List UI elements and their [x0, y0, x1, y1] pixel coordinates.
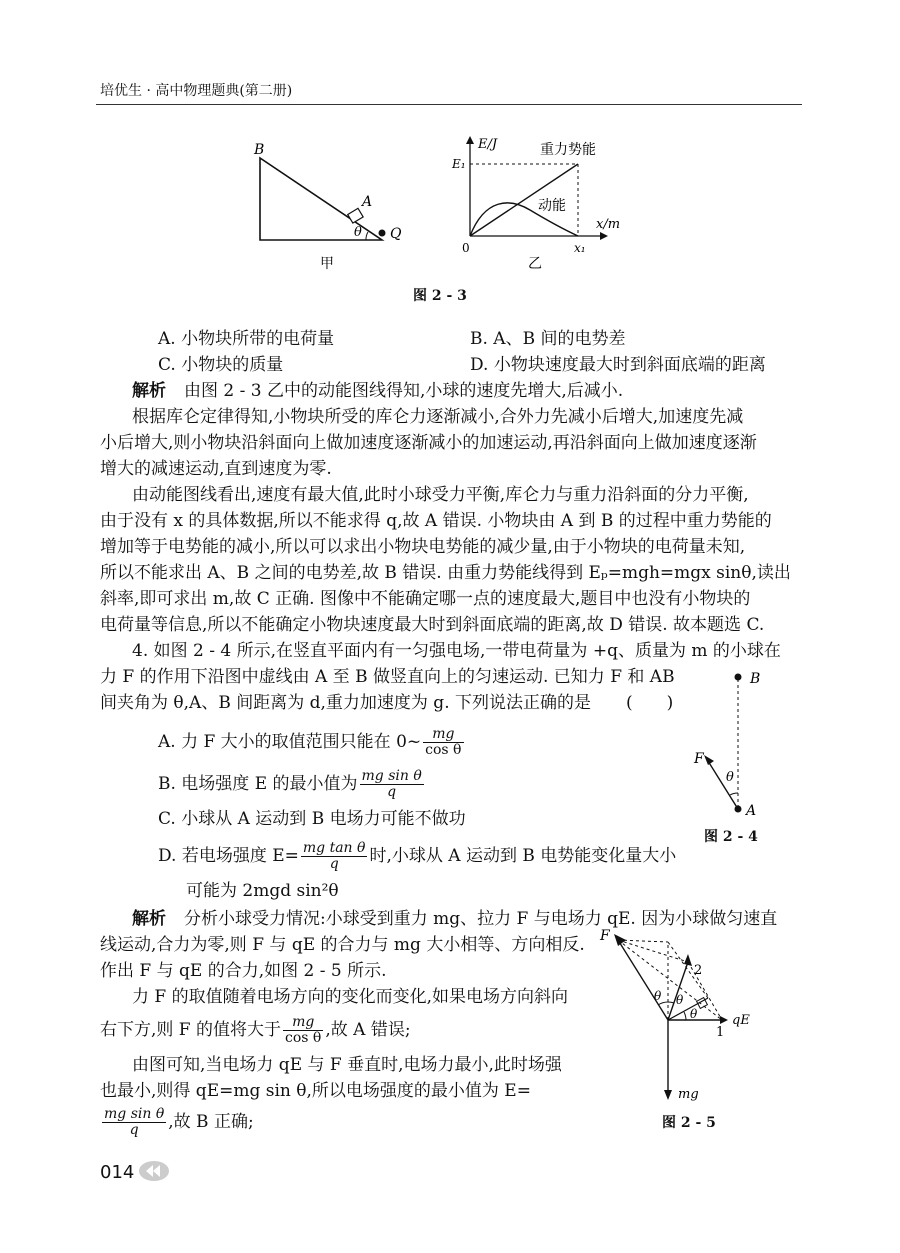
q3-p3-line6: 电荷量等信息,所以不能确定小物块速度最大时到斜面底端的距离,故 D 错误. 故本题选 C.	[100, 615, 765, 635]
q4-option-c: C. 小球从 A 运动到 B 电场力可能不做功	[158, 809, 466, 829]
q4-p3-line3	[100, 1104, 254, 1140]
fig23-label-theta: θ	[354, 225, 362, 240]
q3-p3-line3: 增加等于电势能的减小,所以可以求出小物块电势能的减少量,由于小物块的电荷量未知,	[100, 537, 746, 557]
q4-option-d-line2: 可能为 2mgd sin²θ	[186, 881, 339, 901]
fig25-label-mg: mg	[678, 1087, 699, 1102]
fig23-left-incline	[253, 142, 402, 272]
frac-den: cos θ	[285, 1030, 322, 1046]
q4-option-b-text: B. 电场强度 E 的最小值为	[158, 774, 358, 794]
q3-option-b: B. A、B 间的电势差	[470, 329, 626, 349]
q4-option-d-fraction	[301, 841, 368, 872]
frac-num: mg sin θ	[361, 768, 422, 784]
frac-den: q	[329, 856, 339, 872]
page-number: 014	[100, 1162, 135, 1183]
q4-p2-fraction	[283, 1015, 323, 1046]
q4-p3-text-post: ,故 B 正确;	[168, 1112, 254, 1132]
q3-p2-line1: 根据库仑定律得知,小物块所受的库仑力逐渐减小,合外力先减小后增大,加速度先减	[132, 407, 744, 427]
q4-p2-text-post: ,故 A 错误;	[325, 1020, 411, 1040]
fig23-label-B: B	[254, 142, 265, 158]
header-rule	[96, 104, 802, 105]
q4-p2-line1: 力 F 的取值随着电场方向的变化而变化,如果电场方向斜向	[132, 987, 569, 1007]
fig23-origin: 0	[462, 241, 470, 255]
q4-option-d	[158, 838, 676, 874]
q3-analysis-label: 解析	[132, 381, 166, 401]
q4-p3-fraction	[102, 1107, 166, 1138]
frac-num: mg tan θ	[302, 840, 366, 856]
q3-option-c: C. 小物块的质量	[158, 355, 284, 375]
q4-stem-line1: 4. 如图 2 - 4 所示,在竖直平面内有一匀强电场,一带电荷量为 +q、质量为 m 的小球在	[132, 641, 781, 661]
q4-option-a	[158, 724, 466, 760]
back-arrows-icon	[138, 1160, 170, 1182]
fig25-label-2: 2	[694, 963, 703, 978]
q4-analysis-line3: 作出 F 与 qE 的合力,如图 2 - 5 所示.	[100, 961, 387, 981]
q3-p3-line4: 所以不能求出 A、B 之间的电势差,故 B 错误. 由重力势能线得到 Eₚ=mgh=mgx sinθ,读出	[100, 563, 791, 583]
q4-option-a-text: A. 力 F 大小的取值范围只能在 0~	[158, 732, 422, 752]
fig23-curve-pe: 重力势能	[540, 142, 596, 158]
q4-option-d-text-post: 时,小球从 A 运动到 B 电势能变化量大小	[369, 846, 677, 866]
fig23-E1: E₁	[452, 157, 466, 171]
q4-option-d-text: D. 若电场强度 E=	[158, 846, 299, 866]
figure-2-3	[230, 128, 650, 288]
fig23-x1: x₁	[574, 241, 586, 255]
q3-analysis-line1: 由图 2 - 3 乙中的动能图线得知,小球的速度先增大,后减小.	[184, 381, 624, 401]
fig23-label-A: A	[362, 194, 373, 210]
fig23-x-axis: x/m	[596, 217, 621, 232]
frac-den: cos θ	[425, 742, 462, 758]
frac-num: mg	[423, 727, 463, 743]
fig25-caption: 图 2 - 5	[662, 1115, 716, 1131]
fig25-label-F: F	[600, 928, 610, 944]
q3-p3-line5: 斜率,即可求出 m,故 C 正确. 图像中不能确定哪一点的速度最大,题目中也没有小物块的	[100, 589, 751, 609]
q3-p2-line3: 增大的减速运动,直到速度为零.	[100, 459, 332, 479]
q4-analysis-line2: 线运动,合力为零,则 F 与 qE 的合力与 mg 大小相等、方向相反.	[100, 935, 585, 955]
fig25-theta-1: θ	[654, 989, 662, 1003]
fig25-theta-3: θ	[690, 1007, 698, 1021]
q4-stem-line3: 间夹角为 θ,A、B 间距离为 d,重力加速度为 g. 下列说法正确的是	[100, 693, 591, 713]
q4-option-b	[158, 766, 426, 802]
fig25-label-1: 1	[716, 1025, 725, 1040]
frac-den: q	[387, 784, 397, 800]
fig23-label-Q: Q	[390, 226, 402, 242]
fig25-theta-2: θ	[676, 993, 684, 1007]
fig24-caption: 图 2 - 4	[704, 829, 758, 845]
fig23-caption-left: 甲	[320, 256, 334, 272]
q4-p2-line2	[100, 1012, 411, 1048]
fig25-label-qE: qE	[732, 1013, 750, 1028]
fig24-label-A: A	[746, 803, 757, 819]
fig24-label-B: B	[750, 671, 761, 687]
q3-p3-line1: 由动能图线看出,速度有最大值,此时小球受力平衡,库仑力与重力沿斜面的分力平衡,	[132, 485, 749, 505]
frac-den: q	[129, 1122, 139, 1138]
q4-analysis-label: 解析	[132, 909, 166, 929]
q4-answer-paren: ( )	[626, 693, 674, 713]
running-header: 培优生 · 高中物理题典(第二册)	[100, 83, 293, 99]
q4-option-b-fraction	[360, 769, 424, 800]
q3-p3-line2: 由于没有 x 的具体数据,所以不能求得 q,故 A 错误. 小物块由 A 到 B 的过程中重力势能的	[100, 511, 772, 531]
frac-num: mg sin θ	[104, 1106, 165, 1122]
fig23-y-axis: E/J	[478, 137, 498, 152]
q4-p2-text-pre: 右下方,则 F 的值将大于	[100, 1020, 282, 1040]
q3-option-d: D. 小物块速度最大时到斜面底端的距离	[470, 355, 766, 375]
fig23-curve-ke: 动能	[538, 198, 566, 214]
q4-p3-line1: 由图可知,当电场力 qE 与 F 垂直时,电场力最小,此时场强	[132, 1055, 562, 1075]
q3-option-a: A. 小物块所带的电荷量	[158, 329, 335, 349]
figure-2-5	[596, 920, 786, 1110]
fig23-caption: 图 2 - 3	[413, 288, 467, 304]
fig23-caption-right: 乙	[528, 256, 542, 272]
q4-stem-line2: 力 F 的作用下沿图中虚线由 A 至 B 做竖直向上的匀速运动. 已知力 F 和 AB	[100, 667, 675, 687]
fig24-label-theta: θ	[726, 770, 734, 785]
fig24-label-F: F	[694, 751, 704, 767]
figure-2-4	[680, 665, 790, 845]
q4-option-a-fraction	[423, 727, 463, 758]
q4-p3-line2: 也最小,则得 qE=mg sin θ,所以电场强度的最小值为 E=	[100, 1081, 531, 1101]
q4-analysis-line1: 分析小球受力情况:小球受到重力 mg、拉力 F 与电场力 qE. 因为小球做匀速直	[184, 909, 778, 929]
frac-num: mg	[283, 1015, 323, 1031]
q3-p2-line2: 小后增大,则小物块沿斜面向上做加速度逐渐减小的加速运动,再沿斜面向上做加速度逐渐	[100, 433, 757, 453]
fig23-right-graph	[451, 136, 620, 272]
